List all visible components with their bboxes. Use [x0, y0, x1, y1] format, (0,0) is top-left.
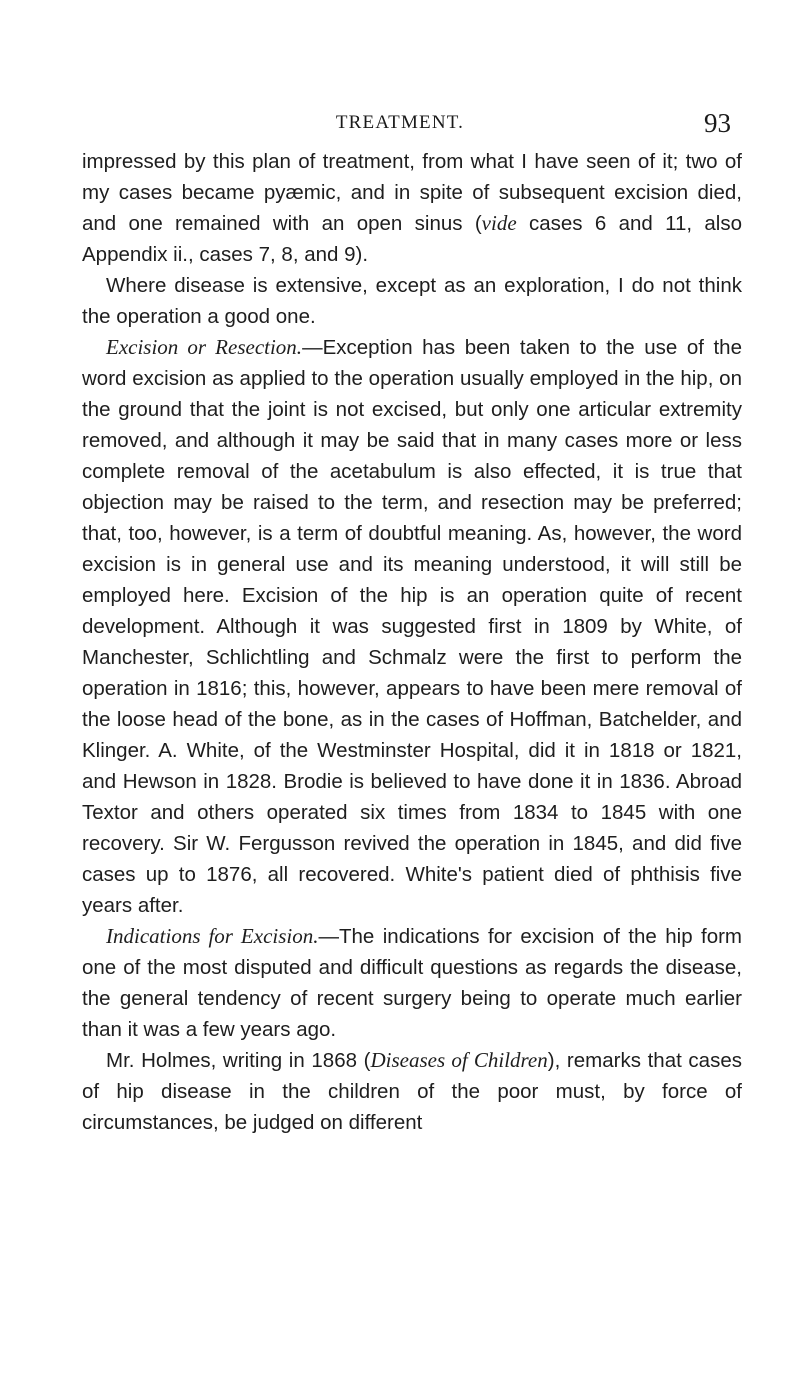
paragraph-text: —The indications for excision of the hip form one of the most disputed and difficult questions as regards the disease, the general tendency of recent surgery being to operate much earlier than it was a few years ago.	[82, 925, 743, 1041]
italic-book-title: Diseases of Children	[370, 1048, 548, 1072]
paragraph-text: Where disease is extensive, except as an exploration, I do not think the operation a good one.	[82, 274, 742, 328]
paragraph-excision-or-resection	[82, 332, 742, 921]
page-number: 93	[704, 108, 731, 138]
section-heading-indications: Indications for Excision.	[106, 924, 319, 948]
paragraph-indications	[82, 921, 742, 1045]
running-title: TREATMENT.	[335, 112, 465, 133]
paragraph-text: impressed by this plan of treatment, from what I have seen of it; two of my cases became pyæmic, and in spite of subsequent excision died, and one remained with an open sinus (	[82, 150, 742, 235]
paragraph-text: ), remarks that cases of hip disease in the children of the poor must, by force of circumstances, be judged on different	[82, 1049, 742, 1134]
paragraph-extensive-disease	[82, 270, 742, 332]
paragraph-holmes	[82, 1045, 742, 1138]
paragraph-text: cases 6 and 11, also Appendix ii., cases 7, 8, and 9).	[82, 212, 742, 266]
paragraph-continuation	[82, 146, 742, 270]
section-heading-excision-or-resection: Excision or Resection.	[106, 335, 303, 359]
body-text	[82, 146, 742, 1138]
paragraph-text: —Exception has been taken to the use of the word excision as applied to the operation usually employed in the hip, on the ground that the joint is not excised, but only one articular extremity removed, and although it may be said that in many cases more or less complete removal of the acetabulum is also effected, it is true that objection may be raised to the term, and resection may be preferred; that, too, however, is a term of doubtful meaning. As, however, the word excision is in general use and its meaning understood, it will still be employed here. Excision of the hip is an operation quite of recent development. Although it was suggested first in 1809 by White, of Manchester, Schlichtling and Schmalz were the first to perform the operation in 1816; this, however, appears to have been mere removal of the loose head of the bone, as in the cases of Hoffman, Batchelder, and Klinger. A. White, of the Westminster Hospital, did it in 1818 or 1821, and Hewson in 1828. Brodie is believed to have done it in 1836. Abroad Textor and others operated six times from 1834 to 1845 with one recovery. Sir W. Fergusson revived the operation in 1845, and did five cases up to 1876, all recovered. White's patient died of phthisis five years after.	[82, 336, 742, 917]
italic-vide: vide	[481, 211, 517, 235]
running-head	[0, 108, 800, 138]
paragraph-text: Mr. Holmes, writing in 1868 (	[106, 1049, 371, 1072]
